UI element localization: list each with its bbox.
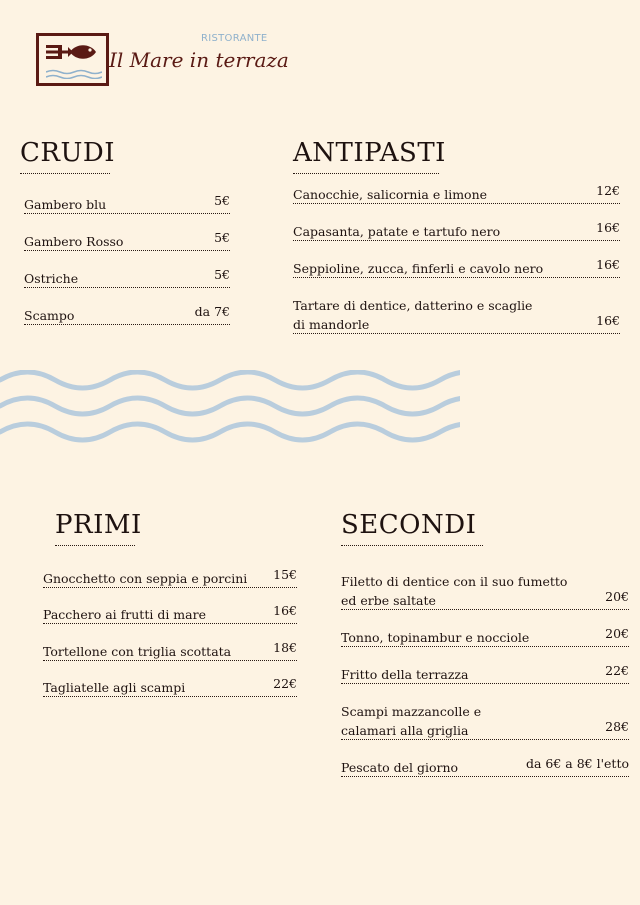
item-price: 16€	[596, 257, 620, 272]
item-price: 20€	[605, 626, 629, 641]
menu-item: Tonno, topinambur e nocciole 20€	[341, 626, 629, 645]
item-price: 22€	[605, 663, 629, 678]
item-price: 16€	[596, 220, 620, 235]
menu-item: Tartare di dentice, datterino e scaglie di mandorle 16€	[293, 298, 620, 332]
menu-item: Canocchie, salicornia e limone 12€	[293, 183, 620, 202]
restaurant-logo	[36, 33, 289, 93]
logo-subtitle: RISTORANTE	[201, 33, 268, 44]
menu-item: Pescato del giorno da 6€ a 8€ l'etto	[341, 756, 629, 775]
section-title-secondi: SECONDI	[341, 510, 483, 540]
item-price: 5€	[214, 230, 230, 245]
menu-item: Tagliatelle agli scampi 22€	[43, 676, 297, 695]
menu-item: Ostriche 5€	[24, 267, 230, 286]
section-title-primi: PRIMI	[55, 510, 135, 540]
menu-item: Fritto della terrazza 22€	[341, 663, 629, 682]
item-price: da 7€	[194, 304, 230, 319]
menu-item: Gnocchetto con seppia e porcini 15€	[43, 567, 297, 586]
item-price: 16€	[596, 313, 620, 328]
menu-item: Seppioline, zucca, finferli e cavolo nero 16€	[293, 257, 620, 276]
menu-item: Gambero blu 5€	[24, 193, 230, 212]
menu-item: Gambero Rosso 5€	[24, 230, 230, 249]
item-price: 15€	[273, 567, 297, 582]
fork-fish-icon	[46, 41, 100, 63]
section-title-crudi: CRUDI	[20, 138, 110, 168]
item-price: 22€	[273, 676, 297, 691]
logo-waves-icon	[46, 69, 102, 79]
menu-item: Pacchero ai frutti di mare 16€	[43, 603, 297, 622]
menu-item: Scampi mazzancolle e calamari alla griglia 28€	[341, 704, 629, 738]
menu-item: Capasanta, patate e tartufo nero 16€	[293, 220, 620, 239]
item-price: 18€	[273, 640, 297, 655]
item-price: 5€	[214, 267, 230, 282]
waves-decoration	[0, 370, 460, 450]
item-price: 12€	[596, 183, 620, 198]
section-title-antipasti: ANTIPASTI	[293, 138, 439, 168]
menu-item: Scampo da 7€	[24, 304, 230, 323]
item-price: 5€	[214, 193, 230, 208]
item-price: 28€	[605, 719, 629, 734]
item-price: da 6€ a 8€ l'etto	[525, 756, 629, 771]
item-price: 20€	[605, 589, 629, 604]
item-price: 16€	[273, 603, 297, 618]
menu-item: Filetto di dentice con il suo fumetto ed erbe saltate 20€	[341, 574, 629, 608]
menu-item: Tortellone con triglia scottata 18€	[43, 640, 297, 659]
logo-title: Il Mare in terraza	[109, 48, 289, 72]
